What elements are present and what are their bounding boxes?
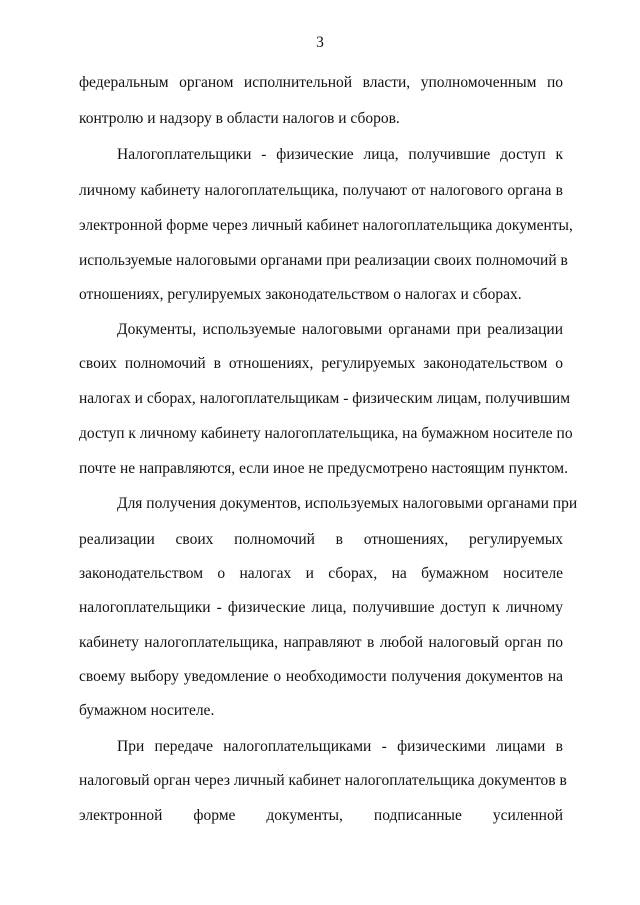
paragraph-line: налогах и сборах, налогоплательщикам - физическим лицам, получившим (79, 390, 571, 407)
page-number: 3 (316, 34, 324, 51)
paragraph-line: налоговый орган через личный кабинет налогоплательщика документов в (79, 772, 567, 789)
paragraph-line: электронной форме документы, подписанные усиленной (79, 807, 563, 824)
paragraph-line: Документы, используемые налоговыми органами при реализации (117, 321, 563, 338)
paragraph-line: Для получения документов, используемых налоговыми органами при (117, 495, 578, 512)
paragraph-line: почте не направляются, если иное не предусмотрено настоящим пунктом. (79, 460, 568, 477)
paragraph-line: законодательством о налогах и сборах, на бумажном носителе (79, 565, 563, 582)
paragraph-line: реализации своих полномочий в отношениях, регулируемых (79, 531, 563, 548)
paragraph-line: При передаче налогоплательщиками - физическими лицами в (117, 738, 563, 755)
paragraph-line: налогоплательщики - физические лица, получившие доступ к личному (79, 599, 563, 616)
paragraph-line: используемые налоговыми органами при реализации своих полномочий в (79, 252, 568, 269)
paragraph-line: кабинету налогоплательщика, направляют в любой налоговый орган по (79, 634, 563, 651)
paragraph-line: Налогоплательщики - физические лица, получившие доступ к (117, 146, 563, 163)
paragraph-line: бумажном носителе. (79, 702, 215, 719)
paragraph-line: своих полномочий в отношениях, регулируемых законодательством о (79, 355, 563, 372)
paragraph-line: контролю и надзору в области налогов и сборов. (79, 110, 400, 127)
paragraph-line: федеральным органом исполнительной власти, уполномоченным по (79, 74, 563, 91)
paragraph-line: личному кабинету налогоплательщика, получают от налогового органа в (79, 182, 563, 199)
paragraph-line: электронной форме через личный кабинет налогоплательщика документы, (79, 217, 573, 234)
paragraph-line: отношениях, регулируемых законодательством о налогах и сборах. (79, 286, 522, 303)
paragraph-line: доступ к личному кабинету налогоплательщика, на бумажном носителе по (79, 425, 573, 442)
paragraph-line: своему выбору уведомление о необходимости получения документов на (79, 668, 563, 685)
